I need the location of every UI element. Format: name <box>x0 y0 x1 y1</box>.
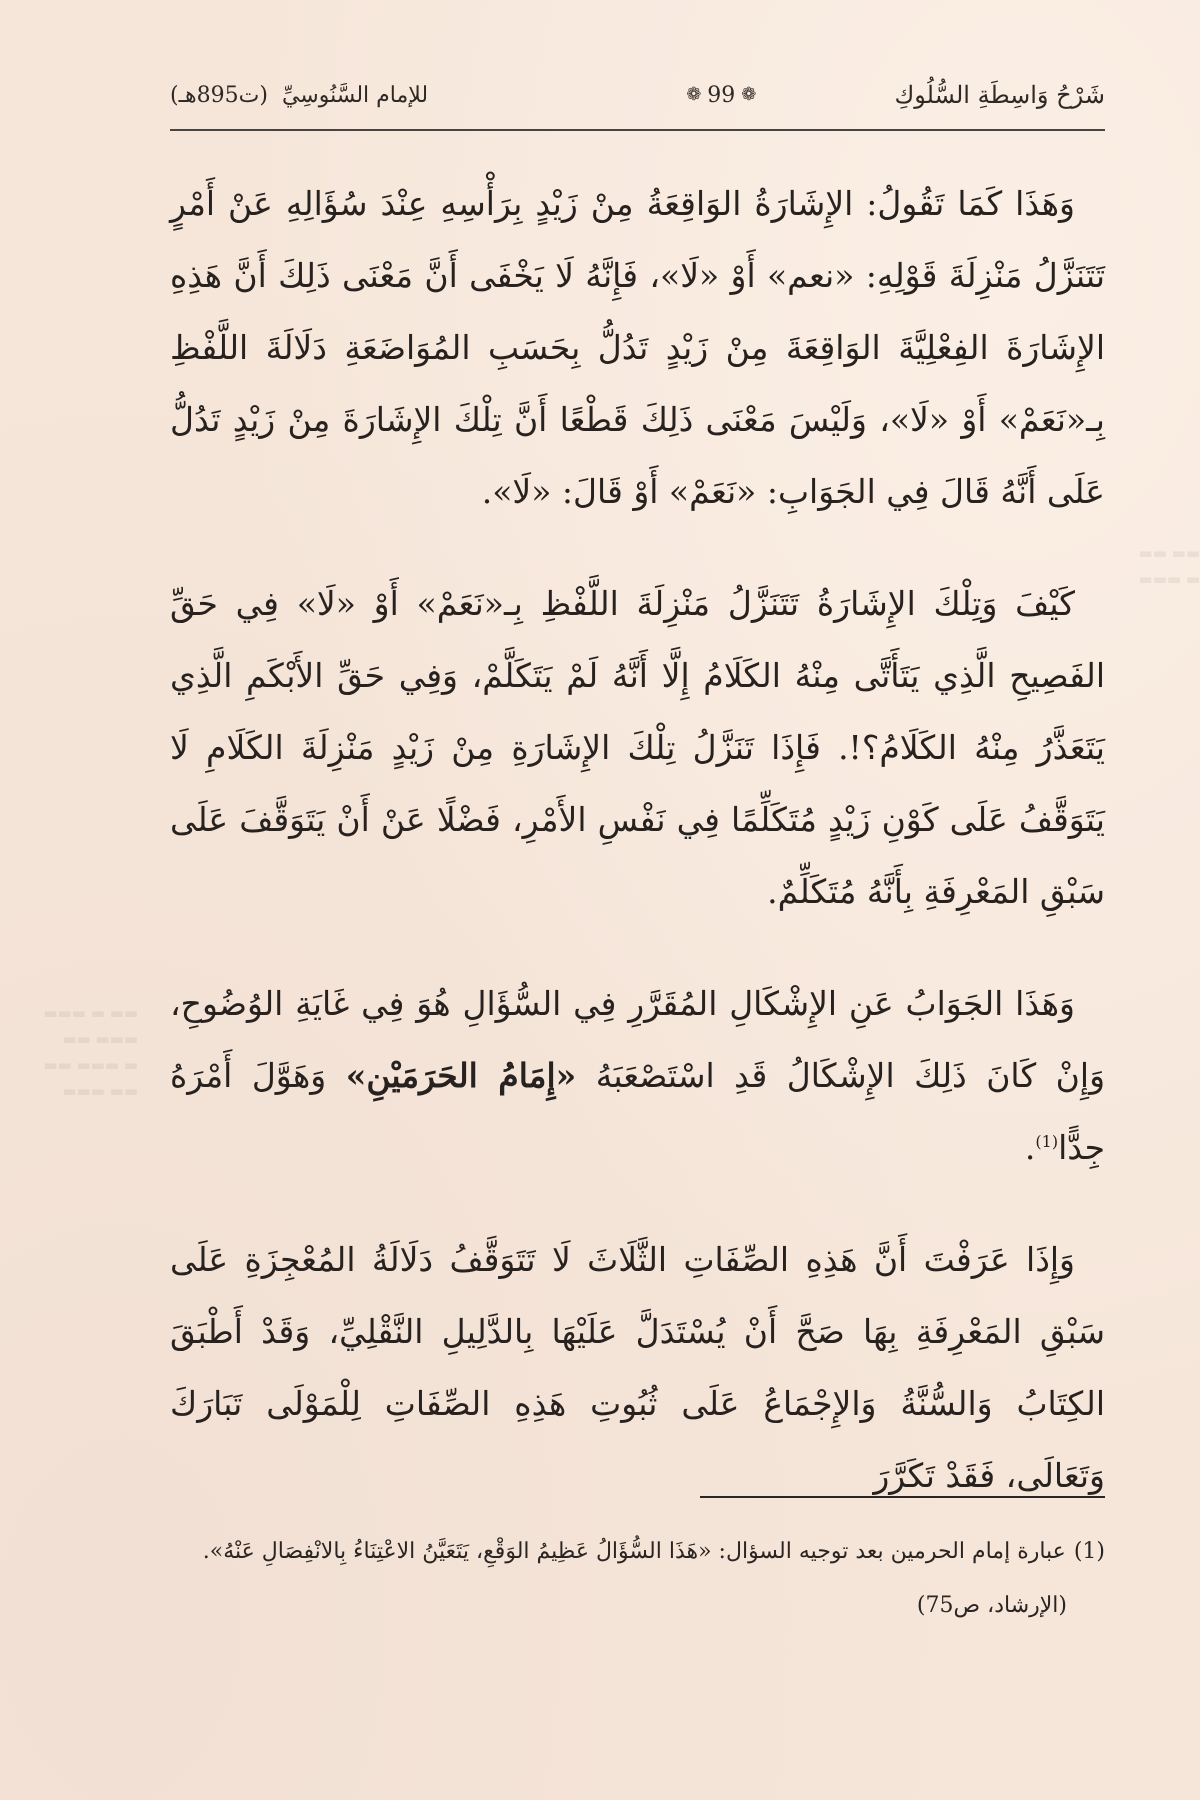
paragraph-3-end: . <box>1024 1128 1036 1167</box>
footnote-reference[interactable]: (1) <box>1035 1132 1059 1151</box>
paragraph-3-text-before: وَهَذَا الجَوَابُ عَنِ الإِشْكَالِ المُقَرَّرِ فِي السُّؤَالِ هُوَ فِي غَايَةِ الوُضُوحِ، وَإِنْ كَانَ ذَلِكَ الإِشْكَالُ قَدِ اسْتَصْعَبَهُ <box>170 984 1106 1095</box>
footnote-divider <box>700 1496 1105 1498</box>
ornament-left-icon: ❁ <box>686 84 702 105</box>
paragraph-1: وَهَذَا كَمَا تَقُولُ: الإِشَارَةُ الوَاقِعَةُ مِنْ زَيْدٍ بِرَأْسِهِ عِنْدَ سُؤَالِهِ عَنْ أَمْرٍ تَتَنَزَّلُ مَنْزِلَةَ قَوْلِهِ: «نعم» أَوْ «لَا»، فَإِنَّهُ لَا يَخْفَى أَنَّ مَعْنَى ذَلِكَ أَنَّ هَذِهِ الإِشَارَةَ الفِعْلِيَّةَ الوَاقِعَةَ مِنْ زَيْدٍ تَدُلُّ بِحَسَبِ المُوَاضَعَةِ دَلَالَةَ اللَّفْظِ بِـ«نَعَمْ» أَوْ «لَا»، وَلَيْسَ مَعْنَى ذَلِكَ قَطْعًا أَنَّ تِلْكَ الإِشَارَةَ مِنْ زَيْدٍ تَدُلُّ عَلَى أَنَّهُ قَالَ فِي الجَوَابِ: «نَعَمْ» أَوْ قَالَ: «لَا». <box>170 184 1105 511</box>
footnote-source: (الإرشاد، ص75) <box>916 1593 1067 1618</box>
author-name: للإمام السَّنُوسِيِّ <box>281 82 429 108</box>
ornament-right-icon: ❁ <box>741 84 757 105</box>
show-through-right-margin: ▬▬ ▬▬ ▬ ▬▬▬ <box>1138 544 1200 588</box>
header-divider <box>170 129 1105 131</box>
quoted-name: «إِمَامُ الحَرَمَيْنِ» <box>345 1056 577 1095</box>
footnote-1 <box>170 1525 1105 1633</box>
running-header <box>170 70 1105 120</box>
paragraph-4: وَإِذَا عَرَفْتَ أَنَّ هَذِهِ الصِّفَاتِ الثَّلَاثَ لَا تَتَوَقَّفُ دَلَالَةُ المُعْجِزَةِ عَلَى سَبْقِ المَعْرِفَةِ بِهَا صَحَّ أَنْ يُسْتَدَلَّ عَلَيْهَا بِالدَّلِيلِ النَّقْلِيِّ، وَقَدْ أَطْبَقَ الكِتَابُ وَالسُّنَّةُ وَالإِجْمَاعُ عَلَى ثُبُوتِ هَذِهِ الصِّفَاتِ لِلْمَوْلَى تَبَارَكَ وَتَعَالَى، فَقَدْ تَكَرَّرَ <box>170 1240 1105 1495</box>
footnote-number: (1) <box>1073 1539 1105 1564</box>
author-attribution <box>170 83 428 108</box>
book-title: شَرْحُ وَاسِطَةِ السُّلُوكِ <box>894 81 1105 109</box>
paragraph-3 <box>170 968 1105 1184</box>
footnotes <box>170 1525 1105 1633</box>
author-death-date: (ت895هـ) <box>170 82 268 108</box>
footnote-text: عبارة إمام الحرمين بعد توجيه السؤال: «هَذَا السُّؤَالُ عَظِيمُ الوَقْعِ، يَتَعَيَّنُ الاعْتِنَاءُ بِالانْفِصَالِ عَنْهُ». <box>202 1539 1066 1564</box>
page-number: 99 <box>707 82 736 108</box>
page-number-group <box>686 83 756 108</box>
paragraph-2: كَيْفَ وَتِلْكَ الإِشَارَةُ تَتَنَزَّلُ مَنْزِلَةَ اللَّفْظِ بِـ«نَعَمْ» أَوْ «لَا» فِي حَقِّ الفَصِيحِ الَّذِي يَتَأَتَّى مِنْهُ الكَلَامُ إِلَّا أَنَّهُ لَمْ يَتَكَلَّمْ، وَفِي حَقِّ الأَبْكَمِ الَّذِي يَتَعَذَّرُ مِنْهُ الكَلَامُ؟!. فَإِذَا تَنَزَّلُ تِلْكَ الإِشَارَةِ مِنْ زَيْدٍ مَنْزِلَةَ الكَلَامِ لَا يَتَوَقَّفُ عَلَى كَوْنِ زَيْدٍ مُتَكَلِّمًا فِي نَفْسِ الأَمْرِ، فَضْلًا عَنْ أَنْ يَتَوَقَّفَ عَلَى سَبْقِ المَعْرِفَةِ بِأَنَّهُ مُتَكَلِّمٌ. <box>170 584 1105 911</box>
main-text <box>170 168 1105 1552</box>
paragraph-3-text-after: وَهَوَّلَ أَمْرَهُ جِدًّا <box>170 1056 1105 1167</box>
show-through-left-margin: ▬▬ ▬ ▬▬▬ ▬▬▬ ▬▬ ▬ ▬▬▬ ▬▬ ▬▬ ▬▬▬ <box>43 1004 138 1100</box>
